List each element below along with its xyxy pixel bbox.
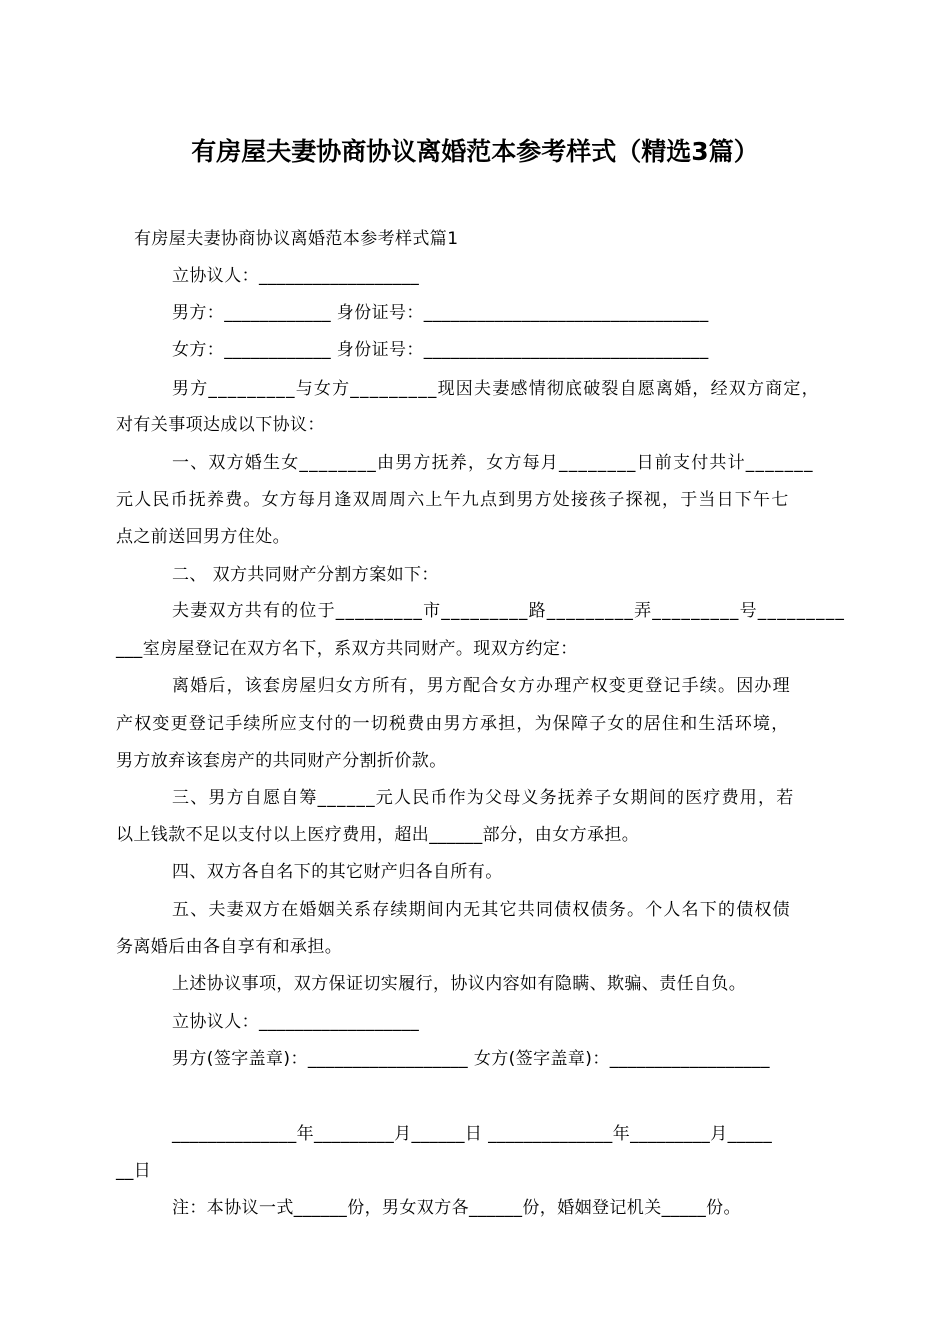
paragraph-line: 点之前送回男方住处。 (116, 527, 290, 547)
paragraph-line: 元人民币抚养费。女方每月逢双周周六上午九点到男方处接孩子探视，于当日下午七 (116, 490, 790, 510)
date-line: __日 (116, 1161, 152, 1181)
date-line: ______________年_________月______日 ______________年_________月_____ (172, 1124, 773, 1144)
paragraph-line: 夫妻双方共有的位于_________市_________路_________弄_________号_________ (172, 601, 846, 621)
paragraph-line: 离婚后，该套房屋归女方所有，男方配合女方办理产权变更登记手续。因办理 (172, 676, 791, 696)
paragraph-line: 五、夫妻双方在婚姻关系存续期间内无其它共同债权债务。个人名下的债权债 (172, 900, 791, 920)
signatory-line: 立协议人：__________________ (172, 266, 420, 286)
paragraph-line: 二、 双方共同财产分割方案如下： (172, 565, 439, 585)
paragraph-line: 男方_________与女方_________现因夫妻感情彻底破裂自愿离婚，经双方商定， (172, 379, 820, 399)
female-id-line: 女方：____________ 身份证号：________________________________ (172, 340, 709, 360)
paragraph-line: 上述协议事项，双方保证切实履行，协议内容如有隐瞒、欺骗、责任自负。 (172, 974, 747, 994)
paragraph-line: 以上钱款不足以支付以上医疗费用，超出______部分，由女方承担。 (116, 825, 640, 845)
section-heading: 有房屋夫妻协商协议离婚范本参考样式篇1 (134, 229, 459, 249)
signatory-line: 立协议人：__________________ (172, 1012, 420, 1032)
paragraph-line: ___室房屋登记在双方名下，系双方共同财产。现双方约定： (116, 639, 578, 659)
paragraph-line: 三、男方自愿自筹______元人民币作为父母义务抚养子女期间的医疗费用，若 (172, 788, 795, 808)
male-id-line: 男方：____________ 身份证号：________________________________ (172, 303, 709, 323)
paragraph-line: 一、双方婚生女________由男方抚养，女方每月________日前支付共计_______ (172, 453, 814, 473)
paragraph-line: 务离婚后由各自享有和承担。 (116, 937, 343, 957)
signature-line: 男方(签字盖章)：__________________ 女方(签字盖章)：__________________ (172, 1049, 770, 1069)
note-line: 注：本协议一式______份，男女双方各______份，婚姻登记机关_____份。 (172, 1198, 741, 1218)
document-title: 有房屋夫妻协商协议离婚范本参考样式（精选3篇） (191, 137, 759, 166)
paragraph-line: 男方放弃该套房产的共同财产分割折价款。 (116, 751, 447, 771)
paragraph-line: 产权变更登记手续所应支付的一切税费由男方承担，为保障子女的居住和生活环境， (116, 714, 790, 734)
paragraph-line: 对有关事项达成以下协议： (116, 415, 325, 435)
paragraph-line: 四、双方各自名下的其它财产归各自所有。 (172, 862, 503, 882)
